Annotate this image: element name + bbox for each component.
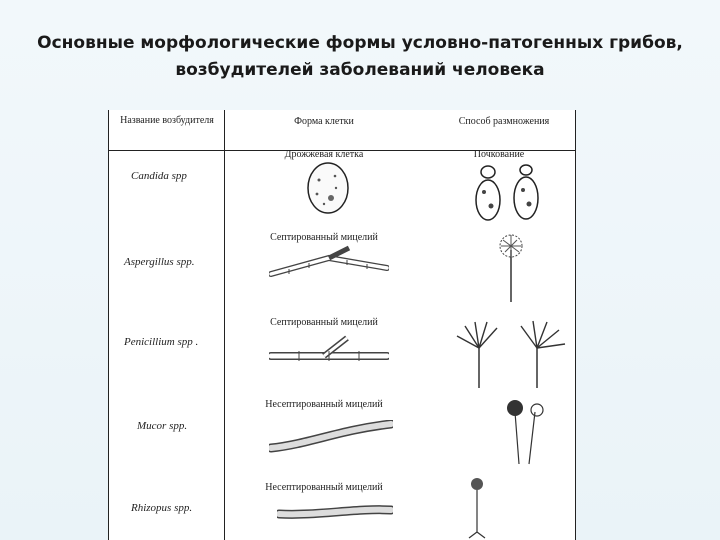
budding-cells-drawing (474, 162, 542, 222)
slide-title (20, 30, 700, 84)
cell-form-candida: Дрожжевая клетка (284, 149, 364, 160)
species-mucor: Mucor spp. (137, 420, 188, 432)
title-line-1: Основные морфологические формы условно-патогенных грибов, (37, 33, 683, 53)
nonseptate-hyphae-drawing (269, 420, 393, 456)
species-penicillium: Penicillium spp . (124, 336, 199, 348)
species-aspergillus: Aspergillus spp. (124, 256, 195, 268)
septate-hyphae-drawing-2 (269, 332, 389, 372)
cell-form-aspergillus: Септированный мицелий (270, 232, 378, 243)
title-line-2: возбудителей заболеваний человека (175, 60, 545, 80)
cell-form-penicillium: Септированный мицелий (270, 317, 378, 328)
species-rhizopus: Rhizopus spp. (131, 502, 193, 514)
header-reproduction: Способ размножения (458, 116, 550, 127)
column-divider-1 (224, 110, 225, 540)
yeast-cell-drawing (305, 160, 351, 216)
nonseptate-hyphae-drawing-2 (277, 498, 393, 524)
header-cell-form: Форма клетки (294, 116, 354, 127)
fungi-table (108, 110, 576, 540)
header-name: Название возбудителя (120, 115, 214, 126)
cell-form-rhizopus: Несептированный мицелий (265, 482, 383, 493)
penicillium-brush-drawing (451, 318, 569, 390)
septate-hyphae-drawing (269, 244, 389, 288)
rhizopus-drawing (459, 476, 499, 540)
aspergillus-conidiophore-drawing (481, 232, 541, 304)
species-candida: Candida spp (131, 170, 187, 182)
cell-form-mucor: Несептированный мицелий (265, 399, 383, 410)
reproduction-candida: Почкование (473, 149, 525, 157)
mucor-sporangia-drawing (495, 396, 553, 466)
